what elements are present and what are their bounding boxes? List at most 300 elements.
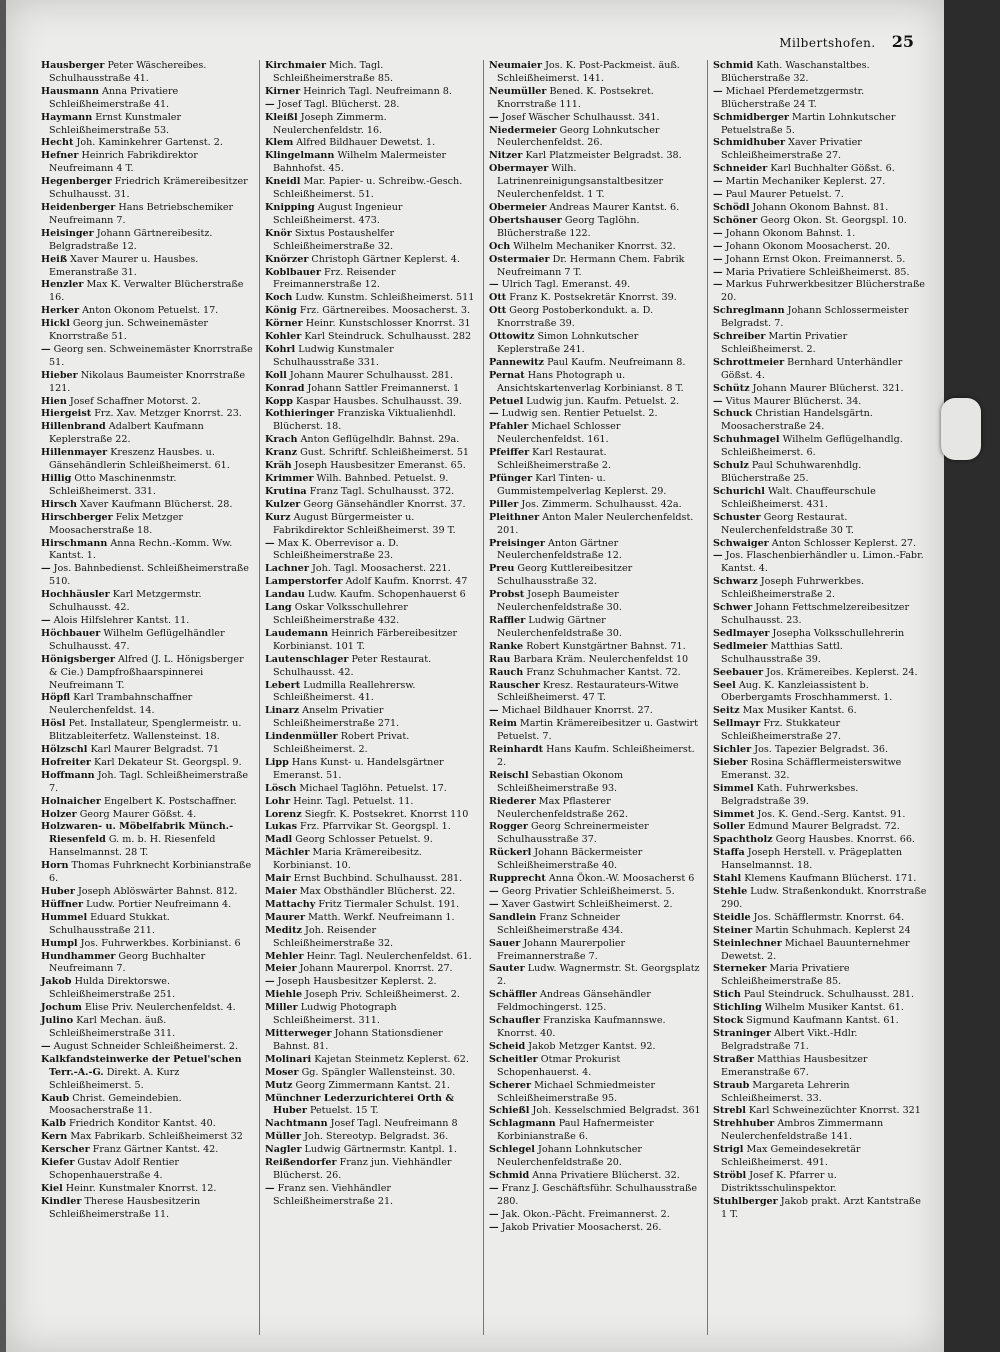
entry-surname: — (713, 85, 723, 97)
entry-surname: — (713, 279, 723, 291)
entry-details: Matth. Werkf. Neufreimann 1. (305, 911, 455, 923)
directory-entry (489, 1054, 702, 1080)
directory-entry (41, 654, 254, 693)
directory-entry (713, 576, 927, 602)
entry-details: Kath. Fuhrwerksbes. Belgradstraße 39. (721, 782, 859, 807)
entry-surname: Pleithner (489, 511, 540, 523)
entry-surname: Schmidberger (713, 111, 789, 123)
entry-details: Kresz. Restaurateurs-Witwe Schleißheimerst. 47 T. (497, 679, 679, 704)
directory-entry (265, 796, 478, 809)
entry-details: Markus Fuhrwerkbesitzer Blücherstraße 20. (721, 279, 925, 304)
entry-details: Jakob Privatier Moosacherst. 26. (498, 1221, 662, 1233)
directory-entry (41, 305, 254, 318)
entry-details: Karl Steindruck. Schulhausst. 282 (301, 331, 472, 343)
directory-entry (489, 60, 702, 86)
directory-entry (489, 563, 702, 589)
directory-entry (265, 783, 478, 796)
directory-entry (41, 396, 254, 409)
directory-entry (265, 370, 478, 383)
entry-surname: Steidle (713, 911, 751, 923)
directory-entry (489, 886, 702, 899)
entry-surname: Strehhuber (713, 1118, 775, 1130)
directory-entry (713, 383, 927, 396)
entry-surname: Mächler (265, 847, 310, 859)
entry-details: Karl Buchhalter Gößst. 6. (767, 163, 895, 175)
directory-entry (41, 1054, 254, 1093)
entry-details: Albert Vikt.-Hdlr. Belgradstraße 71. (721, 1027, 858, 1052)
entry-surname: Hösl (41, 718, 66, 730)
directory-entry (265, 1002, 478, 1028)
directory-entry (489, 963, 702, 989)
directory-entry (713, 963, 927, 989)
entry-details: Direkt. A. Kurz Schleißheimerst. 5. (49, 1066, 180, 1091)
entry-surname: Rupprecht (489, 873, 546, 885)
entry-surname: Straninger (713, 1027, 772, 1039)
entry-surname: Kurz (265, 511, 291, 523)
entry-details: Josef Tagl. Neufreimann 8 (327, 1118, 458, 1130)
directory-entry (489, 305, 702, 331)
entry-details: Fritz Tiermaler Schulst. 191. (315, 898, 460, 910)
entry-surname: Mair (265, 873, 291, 885)
entry-surname: Kalb (41, 1118, 66, 1130)
directory-entry (489, 357, 702, 370)
directory-entry (489, 1183, 702, 1209)
directory-entry (713, 176, 927, 189)
entry-surname: Lamperstorfer (265, 576, 343, 588)
entry-details: Wilhelm Malermeister Bahnhofst. 45. (273, 150, 447, 175)
entry-surname: Hiergeist (41, 408, 92, 420)
directory-entry (489, 421, 702, 447)
entry-details: Elise Priv. Neulerchenfeldst. 4. (81, 1002, 236, 1014)
entry-surname: Preu (489, 563, 515, 575)
entry-surname: Hochhäusler (41, 589, 110, 601)
entry-surname: Kirner (265, 85, 301, 97)
entry-surname: Krach (265, 434, 298, 446)
directory-entry (41, 589, 254, 615)
entry-details: Karl Schweinezüchter Knorrst. 321 (745, 1105, 921, 1117)
entry-surname: Knipping (265, 201, 315, 213)
directory-entry (489, 667, 702, 680)
directory-entry (489, 473, 702, 499)
entry-details: Ludw. Portier Neufreimann 4. (83, 898, 232, 910)
entry-details: Michael Schlosser Neulerchenfeldst. 161. (497, 421, 621, 446)
directory-entry (713, 254, 927, 267)
entry-details: Anna Privatiere Blücherst. 32. (529, 1169, 680, 1181)
entry-surname: Sauer (489, 937, 521, 949)
directory-entry (489, 215, 702, 241)
directory-columns (36, 60, 934, 1335)
entry-surname: Lipp (265, 756, 289, 768)
entry-surname: Steinlechner (713, 937, 782, 949)
directory-entry (713, 628, 927, 641)
entry-surname: Nitzer (489, 150, 523, 162)
entry-surname: Heisinger (41, 227, 94, 239)
entry-details: Edmund Maurer Belgradst. 72. (744, 821, 900, 833)
entry-details: Martin Privatier Schleißheimerst. 2. (721, 331, 848, 355)
entry-details: Joseph Priv. Schleißheimerst. 2. (302, 989, 460, 1001)
entry-details: Jos. K. Post-Packmeist. äuß. Schleißheimerst. 141. (497, 60, 680, 84)
directory-entry (713, 667, 927, 680)
entry-details: Bened. K. Postsekret. Knorrstraße 111. (497, 85, 654, 110)
entry-surname: Kern (41, 1131, 68, 1143)
entry-surname: — (713, 176, 723, 188)
directory-entry (265, 989, 478, 1002)
directory-entry (41, 150, 254, 176)
entry-surname: Scherer (489, 1079, 532, 1091)
entry-surname: Reinhardt (489, 744, 544, 756)
entry-details: Ludw. Wagnermstr. St. Georgsplatz 2. (497, 963, 700, 988)
entry-details: Michael Taglöhn. Petuelst. 17. (296, 782, 447, 794)
directory-entry (713, 408, 927, 434)
entry-details: Johann Maurerpolier Freimannerstraße 7. (497, 937, 626, 962)
directory-entry (265, 499, 478, 512)
entry-details: Wilhelm Geflügelhändler Schulhausst. 47. (49, 627, 225, 652)
entry-details: Ludwig Gärtnermstr. Kantpl. 1. (301, 1144, 457, 1156)
directory-entry (489, 1209, 702, 1222)
entry-details: Gg. Spängler Wallensteinst. 30. (298, 1066, 456, 1078)
entry-surname: — (41, 614, 51, 626)
directory-entry (265, 963, 478, 976)
column-1 (36, 60, 260, 1335)
entry-details: Joh. Kesselschmied Belgradst. 361 (529, 1105, 701, 1117)
entry-surname: Hausberger (41, 60, 105, 71)
directory-entry (265, 731, 478, 757)
entry-details: Heinrich Färbereibesitzer Korbinianst. 101 T. (273, 627, 458, 652)
entry-surname: Hefner (41, 150, 79, 162)
entry-surname: Simmel (713, 782, 754, 794)
directory-entry (489, 499, 702, 512)
entry-surname: Stock (713, 1015, 744, 1027)
entry-surname: Hüffner (41, 898, 84, 910)
directory-entry (41, 1144, 254, 1157)
entry-surname: — (489, 1208, 499, 1220)
entry-surname: Schlagmann (489, 1118, 556, 1130)
entry-details: Jos. K. Gend.-Serg. Kantst. 91. (754, 808, 906, 820)
entry-surname: Sedlmayer (713, 627, 770, 639)
entry-details: Anton Gärtner Neulerchenfeldstraße 12. (497, 537, 622, 562)
entry-details: Paul Schuhwarenhdlg. Blücherstraße 25. (721, 460, 862, 484)
directory-entry (489, 241, 702, 254)
entry-surname: Kirchmaier (265, 60, 327, 71)
entry-surname: Kothieringer (265, 408, 335, 420)
directory-entry (489, 796, 702, 822)
entry-details: Petuelst. 15 T. (306, 1105, 379, 1117)
entry-details: Georg Hausbes. Knorrst. 66. (772, 834, 915, 846)
entry-details: Friedrich Krämereibesitzer Schulhausst. 31. (49, 176, 248, 201)
entry-details: Karl Mechan. äuß. Schleißheimerstraße 311. (49, 1015, 176, 1039)
entry-surname: — (489, 279, 499, 291)
directory-entry (713, 783, 927, 809)
directory-entry (713, 486, 927, 512)
entry-surname: Mitterweger (265, 1027, 332, 1039)
entry-details: Martin Krämereibesitzer u. Gastwirt Petuelst. 7. (497, 718, 698, 743)
directory-entry (41, 228, 254, 254)
entry-details: Heinrich Fabrikdirektor Neufreimann 4 T. (49, 150, 198, 175)
entry-surname: Lukas (265, 821, 297, 833)
directory-entry (713, 305, 927, 331)
directory-entry (713, 1170, 927, 1196)
directory-entry (489, 86, 702, 112)
directory-entry (265, 576, 478, 589)
directory-entry (713, 112, 927, 138)
entry-surname: Henzler (41, 279, 84, 291)
directory-entry (265, 434, 478, 447)
entry-surname: Obermayer (489, 163, 549, 175)
directory-entry (713, 550, 927, 576)
entry-surname: Sauter (489, 963, 525, 975)
entry-details: Hans Betriebschemiker Neufreimann 7. (49, 201, 234, 226)
entry-surname: Knör (265, 227, 292, 239)
entry-surname: Hillenmayer (41, 447, 108, 459)
entry-details: Adalbert Kaufmann Keplerstraße 22. (49, 421, 204, 446)
entry-details: Kajetan Steinmetz Keplerst. 62. (311, 1053, 469, 1065)
entry-surname: Lang (265, 602, 292, 614)
entry-details: Josef Tagl. Blücherst. 28. (274, 98, 400, 110)
directory-entry (489, 279, 702, 292)
entry-details: Christ. Gemeindebien. Moosacherstraße 11. (49, 1092, 182, 1117)
directory-entry (265, 847, 478, 873)
entry-details: Paul Hafnermeister Korbinianstraße 6. (497, 1118, 654, 1143)
entry-surname: — (265, 98, 275, 110)
entry-details: Jos. Flaschenbierhändler u. Limon.-Fabr. Kantst. 4. (721, 550, 924, 575)
entry-details: Josepha Volksschullehrerin (769, 627, 905, 639)
entry-details: Joseph Hausbesitzer Emeranst. 65. (291, 460, 466, 472)
entry-details: Sixtus Postaushelfer Schleißheimerstraße 32. (273, 227, 395, 252)
entry-surname: Koll (265, 369, 287, 381)
entry-details: Gustav Adolf Rentier Schopenhauerstraße 4. (49, 1157, 180, 1181)
directory-entry (713, 60, 927, 86)
directory-entry (265, 925, 478, 951)
entry-surname: Mutz (265, 1079, 293, 1091)
entry-details: Xaver Kaufmann Blücherst. 28. (76, 498, 233, 510)
directory-entry (265, 331, 478, 344)
directory-entry (265, 176, 478, 202)
directory-entry (713, 809, 927, 822)
directory-entry (489, 1144, 702, 1170)
entry-surname: Kohler (265, 331, 302, 343)
entry-details: Anna Rechn.-Komm. Ww. Kantst. 1. (49, 537, 233, 562)
directory-entry (41, 744, 254, 757)
entry-details: Otmar Prokurist Schopenhauerst. 4. (497, 1053, 621, 1078)
entry-surname: Schwarz (713, 576, 758, 588)
entry-details: Franziska Viktualienhdl. Blücherst. 18. (273, 408, 456, 433)
entry-surname: Julino (41, 1015, 74, 1027)
entry-surname: Kulzer (265, 498, 301, 510)
entry-surname: Klingelmann (265, 150, 335, 162)
directory-entry (41, 821, 254, 860)
entry-surname: Linarz (265, 705, 300, 717)
entry-details: Hans Photograph u. Ansichtskartenverlag Korbinianst. 8 T. (497, 369, 684, 394)
entry-details: Engelbert K. Postschaffner. (100, 795, 237, 807)
directory-entry (41, 1157, 254, 1183)
entry-surname: Kiefer (41, 1157, 75, 1169)
entry-details: Joh. Tagl. Schleißheimerstraße 7. (49, 769, 249, 794)
entry-details: Anselm Privatier Schleißheimerstraße 271. (273, 705, 400, 730)
directory-entry (265, 951, 478, 964)
entry-details: Maria Privatiere Schleißheimerstraße 85. (721, 963, 850, 988)
entry-surname: Neumüller (489, 85, 547, 97)
entry-surname: Hoffmann (41, 769, 95, 781)
entry-surname: Stich (713, 989, 741, 1001)
directory-entry (265, 1118, 478, 1131)
entry-surname: Lachner (265, 563, 309, 575)
directory-entry (489, 331, 702, 357)
entry-details: Wilh. Bahnbed. Petuelst. 9. (313, 473, 449, 484)
directory-entry (713, 744, 927, 757)
entry-details: Walt. Chauffeurschule Schleißheimerst. 431. (721, 485, 876, 510)
directory-entry (265, 318, 478, 331)
directory-entry (713, 989, 927, 1002)
directory-entry (41, 1131, 254, 1144)
directory-entry (713, 137, 927, 163)
directory-entry (41, 538, 254, 564)
entry-surname: Sedlmeier (713, 640, 768, 652)
entry-details: Max Gemeindesekretär Schleißheimerst. 491. (721, 1144, 861, 1169)
directory-entry (713, 1144, 927, 1170)
entry-surname: Ströbl (713, 1169, 747, 1181)
entry-surname: Hieber (41, 369, 78, 381)
directory-entry (489, 512, 702, 538)
page-number: 25 (891, 32, 914, 51)
entry-surname: Hundhammer (41, 950, 116, 962)
directory-entry (489, 163, 702, 202)
directory-entry (489, 770, 702, 796)
directory-entry (41, 1015, 254, 1041)
entry-surname: Mehler (265, 950, 304, 962)
entry-surname: — (713, 240, 723, 252)
directory-entry (489, 1080, 702, 1106)
entry-details: Johann Fettschmelzereibesitzer Schulhausst. 23. (721, 602, 910, 626)
directory-entry (265, 886, 478, 899)
entry-details: Anton Schlosser Keplerst. 27. (768, 537, 917, 549)
entry-surname: Laudemann (265, 627, 329, 639)
entry-surname: — (489, 111, 499, 123)
directory-entry (713, 202, 927, 215)
entry-surname: Niedermeier (489, 124, 557, 136)
entry-surname: Miehle (265, 989, 303, 1001)
entry-surname: Stuhlberger (713, 1195, 778, 1207)
entry-details: Anton Geflügelhdlr. Bahnst. 29a. (297, 434, 460, 446)
entry-details: Jos. Zimmerm. Schulhausst. 42a. (518, 498, 682, 510)
directory-entry (41, 796, 254, 809)
entry-details: Johann Schlossermeister Belgradst. 7. (721, 305, 909, 330)
entry-surname: — (265, 976, 275, 988)
page-tab-marker (941, 398, 981, 460)
entry-surname: Lorenz (265, 808, 302, 820)
directory-entry (41, 1002, 254, 1015)
entry-surname: Pfeiffer (489, 447, 530, 459)
entry-details: Franz Schneider Schleißheimerstraße 434. (497, 911, 624, 936)
entry-surname: Landau (265, 589, 305, 601)
directory-entry (41, 344, 254, 370)
entry-surname: Meditz (265, 924, 302, 936)
entry-surname: Klem (265, 137, 294, 149)
directory-entry (489, 202, 702, 215)
entry-details: Franz Gärtner Kantst. 42. (89, 1144, 219, 1156)
entry-details: Anna Ökon.-W. Moosacherst 6 (545, 873, 695, 885)
entry-surname: Holnaicher (41, 795, 101, 807)
entry-surname: Maurer (265, 911, 306, 923)
directory-entry (265, 473, 478, 486)
entry-details: Alois Hilfslehrer Kantst. 11. (50, 614, 190, 626)
directory-page (6, 0, 944, 1352)
entry-details: Joh. Kaminkehrer Gartenst. 2. (73, 137, 223, 149)
entry-details: Johann Okonom Bahnst. 1. (722, 227, 856, 239)
entry-details: Joseph Fuhrwerkbes. Schleißheimerstraße 2. (721, 576, 865, 601)
directory-entry (41, 60, 254, 86)
entry-details: Maria Krämereibesitz. Korbinianst. 10. (273, 847, 422, 872)
entry-surname: Schurichl (713, 485, 765, 497)
entry-surname: — (41, 1040, 51, 1052)
entry-surname: Rau (489, 653, 511, 665)
entry-surname: Sandlein (489, 911, 537, 923)
entry-details: Joseph Ablöswärter Bahnst. 812. (74, 886, 238, 897)
entry-details: Jos. Bahnbedienst. Schleißheimerstraße 510. (49, 563, 249, 588)
entry-surname: Meier (265, 963, 297, 975)
entry-details: Mich. Tagl. Schleißheimerstraße 85. (273, 60, 394, 84)
directory-entry (489, 538, 702, 564)
entry-details: Xaver Privatier Schleißheimerstraße 27. (721, 137, 862, 162)
entry-details: Johann Okonom Bahnst. 81. (749, 201, 889, 213)
entry-details: Eduard Stukkat. Schulhausstraße 211. (49, 911, 170, 936)
entry-surname: Kleißl (265, 111, 298, 123)
entry-details: Kreszenz Hausbes. u. Gänsehändlerin Schleißheimerst. 61. (49, 447, 230, 472)
entry-surname: Moser (265, 1066, 299, 1078)
entry-surname: Stichling (713, 1002, 762, 1014)
directory-entry (713, 873, 927, 886)
entry-details: Franz K. Postsekretär Knorrst. 39. (506, 292, 677, 304)
entry-surname: Molinari (265, 1053, 312, 1065)
entry-surname: Riederer (489, 795, 536, 807)
directory-entry (713, 912, 927, 925)
entry-details: Michael Schmiedmeister Schleißheimerstraße 95. (497, 1079, 656, 1104)
directory-entry (713, 821, 927, 834)
entry-details: Heinr. Kunstmaler Knorrst. 12. (62, 1182, 217, 1194)
entry-details: Georg Privatier Schleißheimerst. 5. (498, 886, 675, 897)
entry-details: Franziska Kaufmannswe. Knorrst. 40. (497, 1015, 666, 1039)
entry-details: Paul Kaufm. Neufreimann 8. (544, 356, 686, 368)
directory-entry (489, 1105, 702, 1118)
directory-entry (713, 834, 927, 847)
entry-surname: Strigl (713, 1144, 744, 1156)
directory-entry (265, 757, 478, 783)
directory-entry (41, 202, 254, 228)
entry-surname: Krutina (265, 485, 307, 497)
entry-details: Johann Okonom Moosacherst. 20. (722, 240, 891, 252)
entry-surname: Konrad (265, 382, 305, 394)
entry-surname: Schießl (489, 1105, 530, 1117)
entry-surname: — (41, 343, 51, 355)
entry-details: Paul Steindruck. Schulhausst. 281. (740, 989, 915, 1001)
entry-details: Georg Buchhalter Neufreimann 7. (49, 950, 206, 975)
entry-details: Johann Maurerpol. Knorrst. 27. (296, 963, 453, 975)
entry-surname: Stehle (713, 886, 748, 897)
directory-entry (41, 912, 254, 938)
entry-details: Nikolaus Baumeister Knorrstraße 121. (49, 369, 246, 394)
directory-entry (713, 86, 927, 112)
entry-surname: Soller (713, 821, 745, 833)
directory-entry (265, 344, 478, 370)
entry-surname: Lebert (265, 679, 301, 691)
entry-details: Joseph Hausbesitzer Keplerst. 2. (274, 976, 437, 988)
entry-surname: Pfünger (489, 473, 533, 484)
entry-details: Peter Restaurat. Schulhausst. 42. (273, 653, 432, 678)
entry-surname: Körner (265, 318, 303, 330)
entry-details: Michael Pferdemetzgermstr. Blücherstraße 24 T. (721, 85, 865, 110)
entry-details: Matthias Hausbesitzer Emeranstraße 67. (721, 1053, 868, 1078)
directory-entry (265, 150, 478, 176)
entry-details: Adolf Kaufm. Knorrst. 47 (342, 576, 468, 588)
